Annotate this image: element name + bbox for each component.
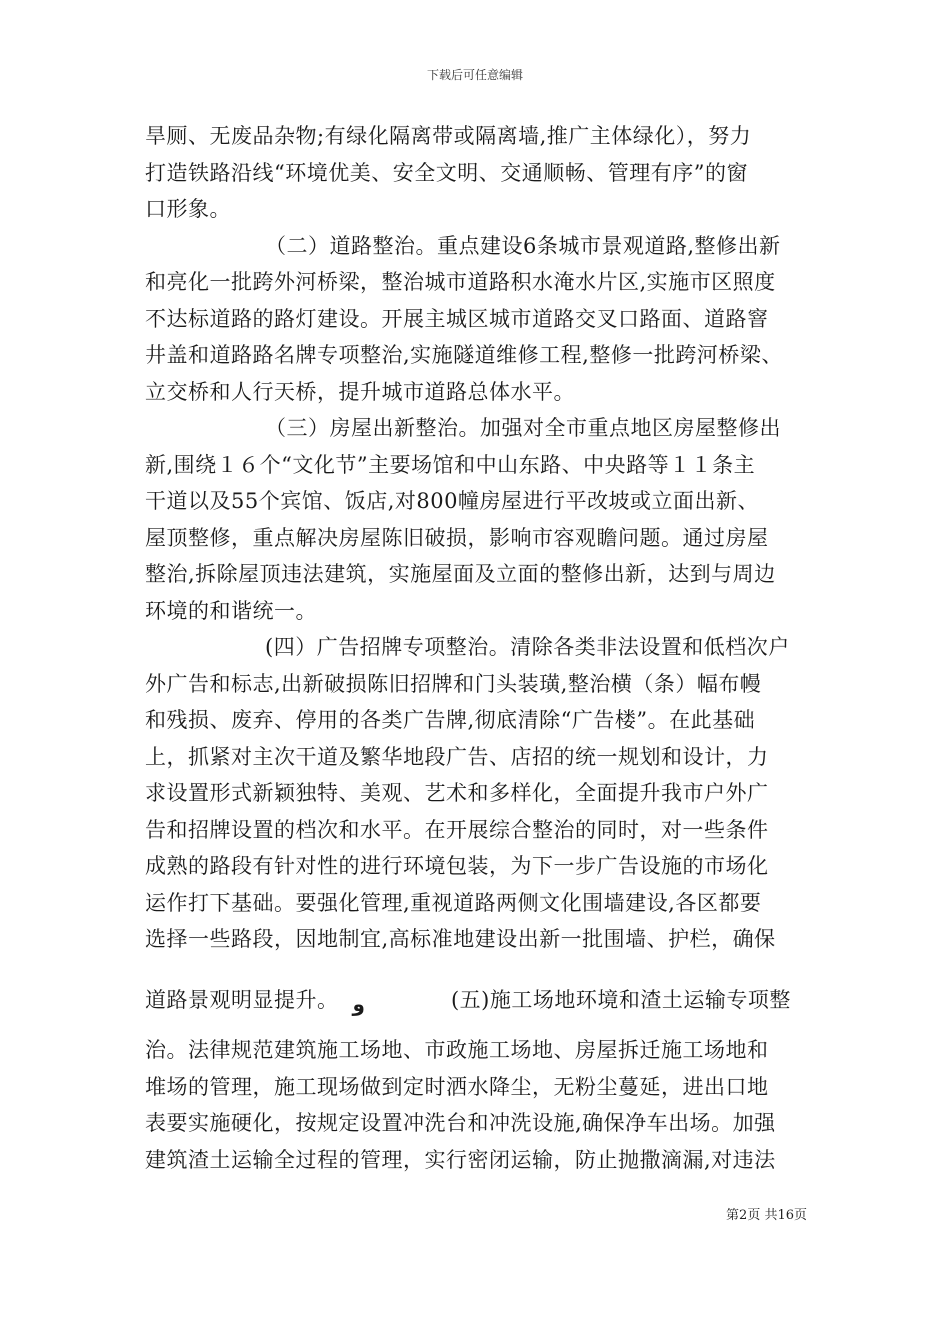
stray-mark: و	[352, 991, 365, 1016]
text-line: 旱厕、无废品杂物;有绿化隔离带或隔离墙,推广主体绿化），努力	[145, 124, 752, 148]
text-line: 环境的和谐统一。	[145, 598, 317, 623]
text-line: 上，抓紧对主次干道及繁华地段广告、店招的统一规划和设计，力	[145, 744, 769, 769]
section-heading-line: （二）道路整治。重点建设6条城市景观道路,整修出新	[265, 233, 781, 258]
section-heading-line: (四）广告招牌专项整治。清除各类非法设置和低档次户	[265, 635, 790, 659]
split-text-line	[145, 982, 815, 1019]
split-line-left: 道路景观明显提升。	[145, 987, 339, 1012]
text-line: 不达标道路的路灯建设。开展主城区城市道路交叉口路面、道路窨	[145, 306, 769, 331]
text-line: 和亮化一批跨外河桥梁，整治城市道路积水淹水片区,实施市区照度	[145, 270, 776, 294]
text-line: 运作打下基础。要强化管理,重视道路两侧文化围墙建设,各区都要	[145, 890, 762, 915]
section-heading-inline: (五)施工场地环境和渣土运输专项整	[450, 987, 791, 1012]
text-line: 打造铁路沿线“环境优美、安全文明、交通顺畅、管理有序”的窗	[145, 160, 748, 185]
section-heading-line: （三）房屋出新整治。加强对全市重点地区房屋整修出	[265, 416, 781, 440]
text-line: 建筑渣土运输全过程的管理，实行密闭运输，防止抛撒滴漏,对违法	[145, 1147, 776, 1172]
text-line: 干道以及55个宾馆、饭店,对800幢房屋进行平改坡或立面出新、	[145, 489, 759, 513]
text-line: 堆场的管理，施工现场做到定时洒水降尘，无粉尘蔓延，进出口地	[145, 1074, 769, 1099]
text-line: 治。法律规范建筑施工场地、市政施工场地、房屋拆迁施工场地和	[145, 1038, 769, 1062]
text-line: 成熟的路段有针对性的进行环境包装，为下一步广告设施的市场化	[145, 854, 769, 878]
text-line: 和残损、废弃、停用的各类广告牌,彻底清除“广告楼”。在此基础	[145, 708, 756, 732]
text-line: 新,围绕１６个“文化节”主要场馆和中山东路、中央路等１１条主	[145, 452, 756, 477]
text-line: 表要实施硬化，按规定设置冲洗台和冲洗设施,确保净车出场。加强	[145, 1111, 776, 1135]
text-line: 告和招牌设置的档次和水平。在开展综合整治的同时，对一些条件	[145, 817, 769, 842]
text-line: 立交桥和人行天桥，提升城市道路总体水平。	[145, 379, 575, 404]
text-line: 整治,拆除屋顶违法建筑，实施屋面及立面的整修出新，达到与周边	[145, 562, 776, 586]
text-line: 求设置形式新颖独特、美观、艺术和多样化，全面提升我市户外广	[145, 781, 769, 805]
text-line: 选择一些路段，因地制宜,高标准地建设出新一批围墙、护栏，确保	[145, 927, 776, 951]
text-line: 屋顶整修，重点解决房屋陈旧破损，影响市容观瞻问题。通过房屋	[145, 525, 769, 550]
document-body	[145, 118, 815, 1178]
page-number: 第2页 共16页	[726, 1208, 807, 1223]
text-line: 口形象。	[145, 197, 231, 221]
page-header: 下载后可任意编辑	[426, 68, 523, 82]
text-line: 井盖和道路路名牌专项整治,实施隧道维修工程,整修一批跨河桥梁、	[145, 343, 783, 367]
text-line: 外广告和标志,出新破损陈旧招牌和门头装璜,整治横（条）幅布幔	[145, 671, 762, 696]
